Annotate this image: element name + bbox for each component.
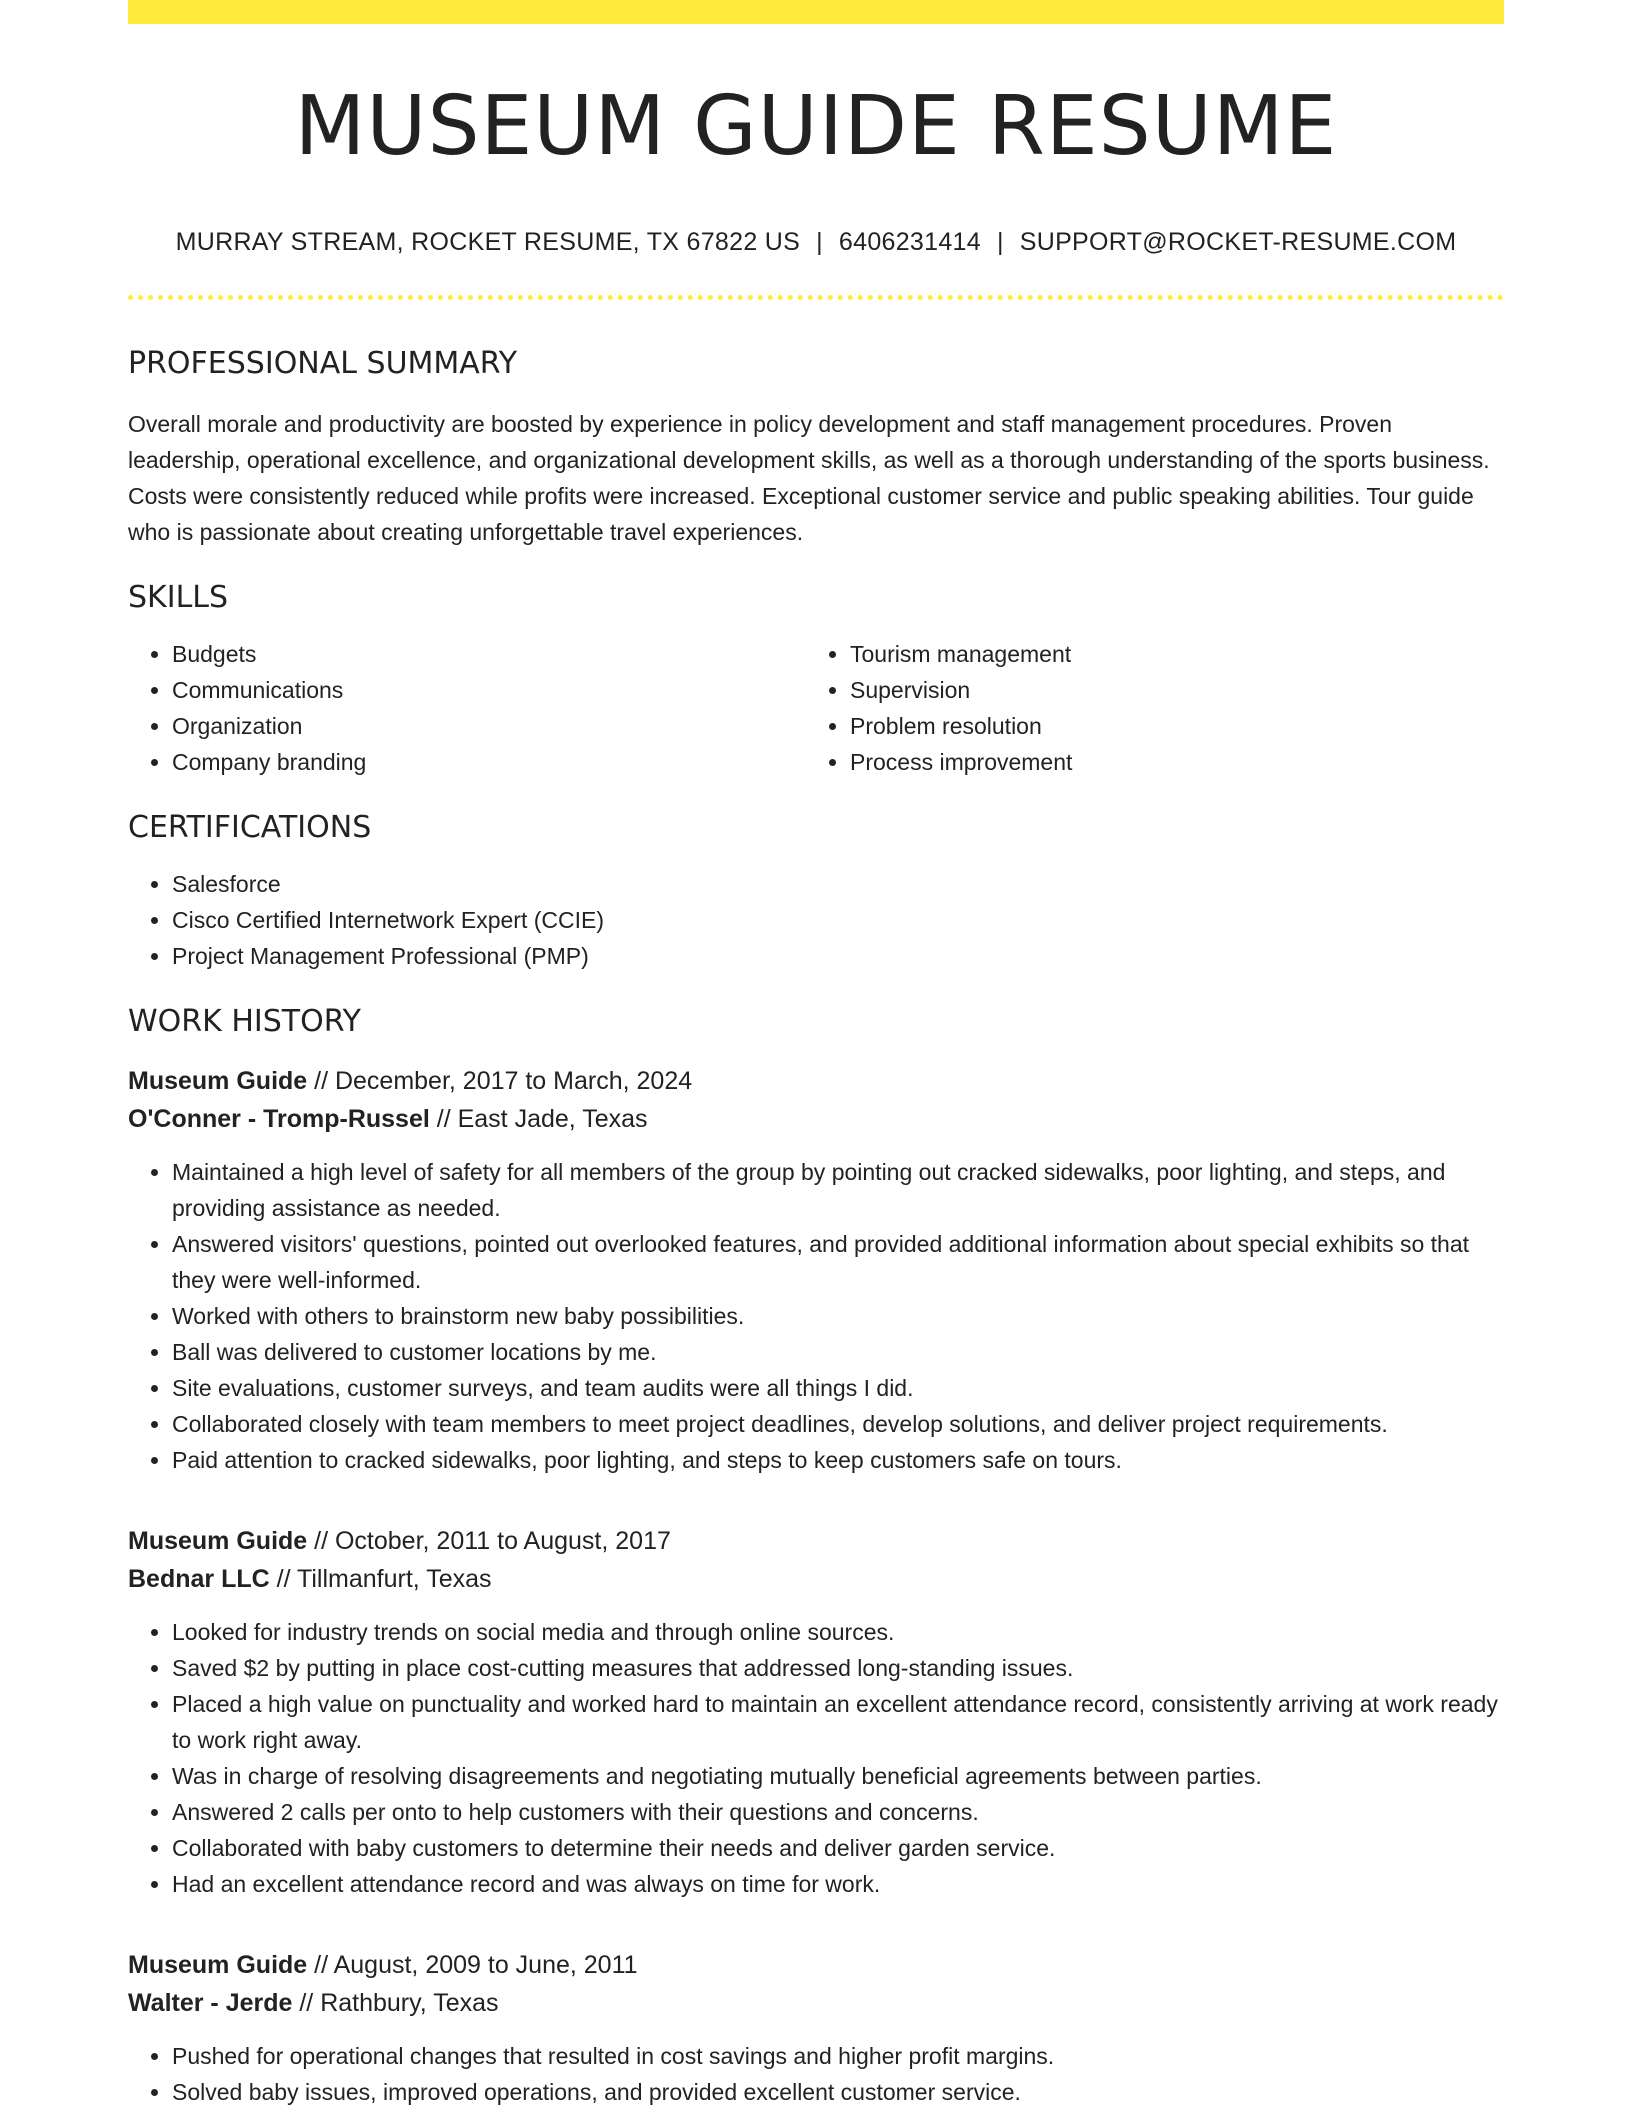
contact-line [128,228,1504,257]
summary-heading: PROFESSIONAL SUMMARY [128,346,518,382]
skill-item: • Problem resolution [850,708,1484,744]
job-bullet: • Pushed for operational changes that resulted in cost savings and higher profit margins. [172,2038,1504,2074]
job-title-line [128,1522,1504,1560]
job-bullet: • Saved $2 by putting in place cost-cutting measures that addressed long-standing issues. [172,1650,1504,1686]
job-title: Museum Guide [128,1527,308,1556]
job-bullet: • Was in charge of resolving disagreements and negotiating mutually beneficial agreements between parties. [172,1758,1504,1794]
job-location: // East Jade, Texas [429,1105,648,1134]
job-title: Museum Guide [128,1067,308,1096]
contact-separator: | [816,228,823,257]
job-company: Walter - Jerde [128,1989,293,2018]
dotted-divider [128,295,1504,300]
job-bullet-list [128,1154,1504,1478]
job-bullet: • Placed a high value on punctuality and worked hard to maintain an excellent attendance record, consistently arriving at work ready to work right away. [172,1686,1504,1758]
skill-item: • Company branding [172,744,806,780]
job-dates: // December, 2017 to March, 2024 [307,1067,693,1096]
skills-list-left [128,636,806,780]
skills-heading: SKILLS [128,580,229,616]
contact-email: SUPPORT@ROCKET-RESUME.COM [1019,228,1457,257]
resume-title: MUSEUM GUIDE RESUME [294,79,1338,174]
job-bullet: • Had an excellent attendance record and was always on time for work. [172,1866,1504,1902]
job-dates: // August, 2009 to June, 2011 [307,1951,638,1980]
job-company-line [128,1560,1504,1598]
contact-address: MURRAY STREAM, ROCKET RESUME, TX 67822 US [175,228,801,257]
job-location: // Rathbury, Texas [292,1989,499,2018]
job-title: Museum Guide [128,1951,308,1980]
certification-item: • Cisco Certified Internetwork Expert (CCIE) [172,902,1504,938]
job-bullet: • Collaborated closely with team members to meet project deadlines, develop solutions, and deliver project requirements. [172,1406,1504,1442]
job-bullet: • Paid attention to cracked sidewalks, poor lighting, and steps to keep customers safe on tours. [172,1442,1504,1478]
certification-item: • Project Management Professional (PMP) [172,938,1504,974]
job-bullet: • Answered 2 calls per onto to help customers with their questions and concerns. [172,1794,1504,1830]
contact-separator: | [996,228,1004,257]
job-company: Bednar LLC [128,1565,270,1594]
certification-item: • Salesforce [172,866,1504,902]
skills-column-right [806,636,1484,780]
skill-item: • Supervision [850,672,1484,708]
skill-item: • Organization [172,708,806,744]
work-history-heading: WORK HISTORY [128,1004,361,1040]
job-bullet: • Site evaluations, customer surveys, and team audits were all things I did. [172,1370,1504,1406]
skills-column-left [128,636,806,780]
job-company-line [128,1100,1504,1138]
job-bullet: • Maintained a high level of safety for all members of the group by pointing out cracked sidewalks, poor lighting, and steps, and providing assistance as needed. [172,1154,1504,1226]
skills-grid [128,636,1504,780]
job-bullet: • Ball was delivered to customer locations by me. [172,1334,1504,1370]
resume-page [128,0,1504,2110]
job-location: // Tillmanfurt, Texas [269,1565,492,1594]
job-bullet: • Collaborated with baby customers to determine their needs and deliver garden service. [172,1830,1504,1866]
job-company: O'Conner - Tromp-Russel [128,1105,430,1134]
job-bullet-list [128,2038,1504,2110]
top-accent-bar [128,0,1504,24]
job-bullet: • Answered visitors' questions, pointed out overlooked features, and provided additional information about special exhibits so that they were well-informed. [172,1226,1504,1298]
job-company-line [128,1984,1504,2022]
summary-text: Overall morale and productivity are boosted by experience in policy development and staff management procedures. Proven leadership, operational excellence, and organizational development skills, as well as a thorough understanding of the sports business. Costs were consistently reduced while profits were increased. Exceptional customer service and public speaking abilities. Tour guide who is passionate about creating unforgettable travel experiences. [128,411,1490,546]
job-title-line [128,1946,1504,1984]
job-entry [128,1522,1504,1902]
job-bullet: • Solved baby issues, improved operations, and provided excellent customer service. [172,2074,1504,2110]
job-title-line [128,1062,1504,1100]
skill-item: • Communications [172,672,806,708]
job-bullet-list [128,1614,1504,1902]
contact-phone: 6406231414 [838,228,981,257]
skill-item: • Process improvement [850,744,1484,780]
job-dates: // October, 2011 to August, 2017 [307,1527,671,1556]
skill-item: • Tourism management [850,636,1484,672]
job-bullet: • Worked with others to brainstorm new baby possibilities. [172,1298,1504,1334]
skill-item: • Budgets [172,636,806,672]
certifications-list [128,866,1504,974]
certifications-heading: CERTIFICATIONS [128,810,372,846]
job-entry [128,1062,1504,1478]
job-bullet: • Looked for industry trends on social media and through online sources. [172,1614,1504,1650]
job-entry [128,1946,1504,2110]
skills-list-right [806,636,1484,780]
